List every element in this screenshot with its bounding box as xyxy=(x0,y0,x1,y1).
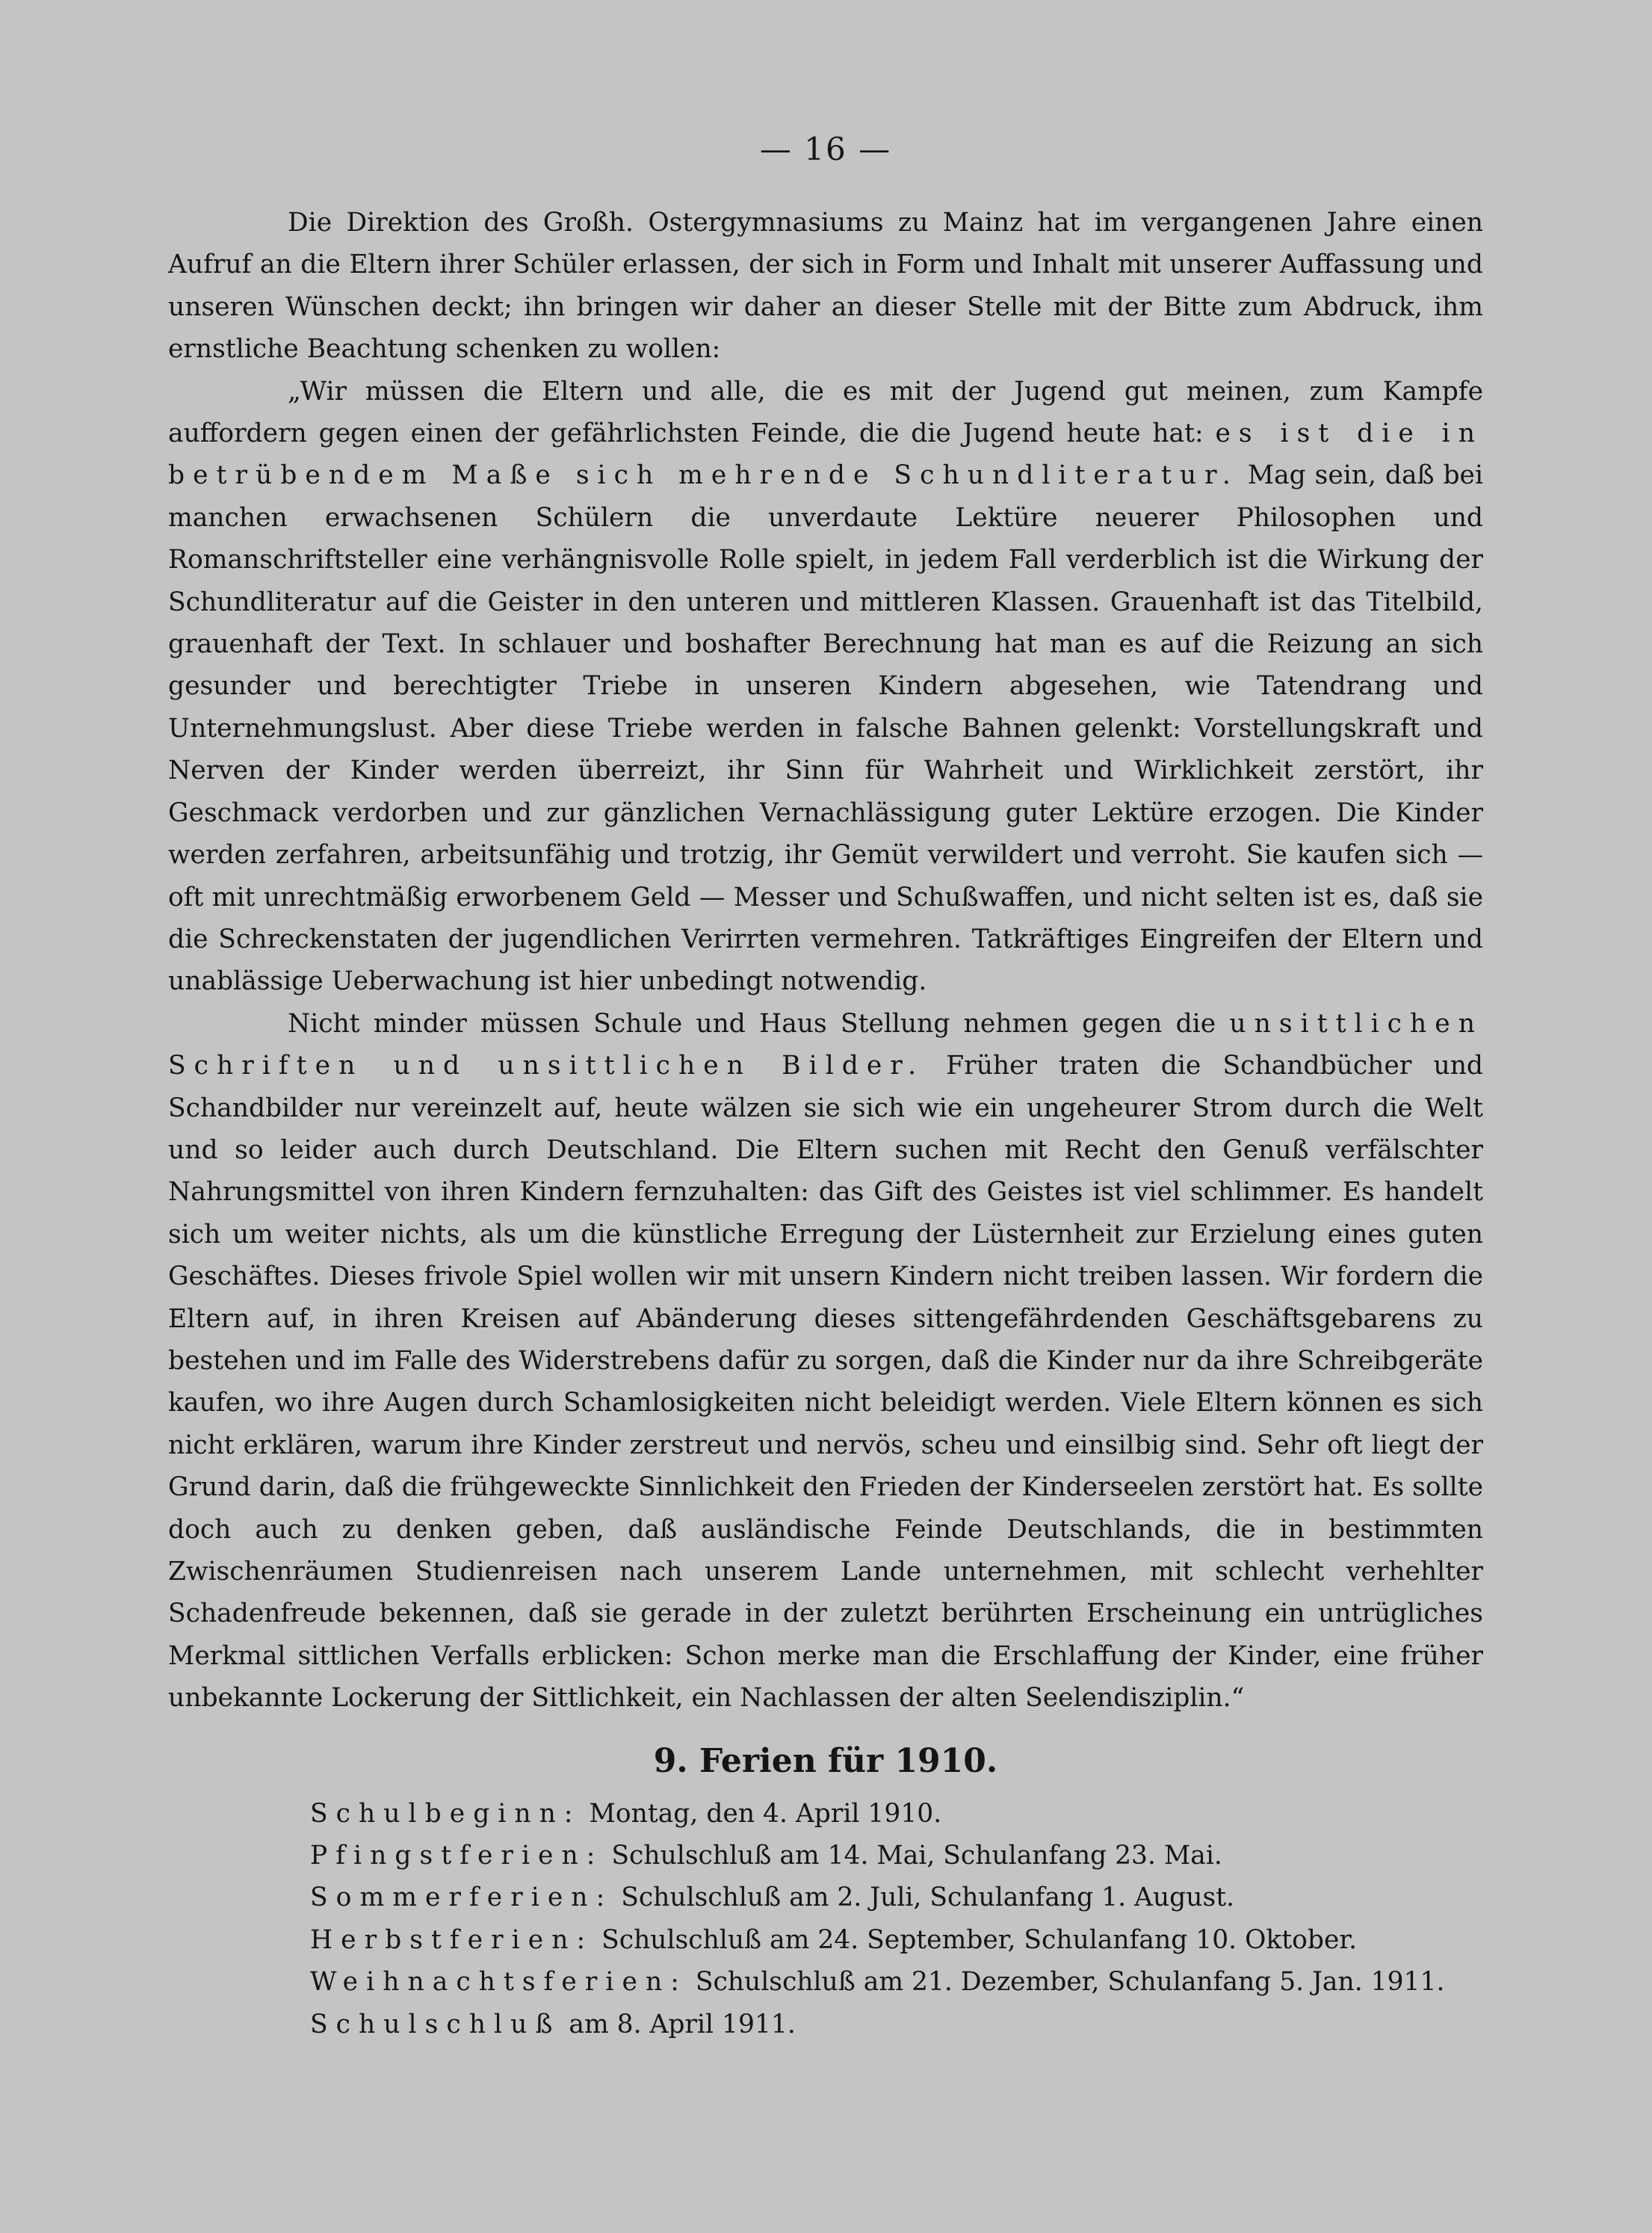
quote-text-2a: Nicht minder müssen Schule und Haus Stellung nehmen gegen die xyxy=(288,1008,1230,1039)
schedule-detail: am 8. April 1911. xyxy=(560,2009,796,2039)
intro-paragraph: Die Direktion des Großh. Ostergymnasiums zu Mainz hat im vergangenen Jahre einen Aufruf an die Eltern ihrer Schüler erlassen, der sich in Form und Inhalt mit unserer Auffassung und unseren Wünschen deckt; ihn bringen wir daher an dieser Stelle mit der Bitte zum Abdruck, ihm ernstliche Beachtung schenken zu wollen: xyxy=(168,208,1483,365)
quote-paragraph-1 xyxy=(168,371,1483,1003)
section-heading: 9. Ferien für 1910. xyxy=(653,1741,998,1780)
text-block xyxy=(168,127,1483,2045)
quote-text-2b: Früher traten die Schandbücher und Schandbilder nur vereinzelt auf, heute wälzen sie sich wie ein ungeheurer Strom durch die Welt und so leider auch durch Deutschland. Die Eltern suchen mit Recht den Genuß verfälschter Nahrungsmittel von ihren Kindern fernzuhalten: das Gift des Geistes ist viel schlimmer. Es handelt sich um weiter nichts, als um die künstliche Erregung der Lüsternheit zur Erzielung eines guten Geschäftes. Dieses frivole Spiel wollen wir mit unsern Kindern nicht treiben lassen. Wir fordern die Eltern auf, in ihren Kreisen auf Abänderung dieses sittengefährdenden Geschäftsgebarens zu bestehen und im Falle des Widerstrebens dafür zu sorgen, daß die Kinder nur da ihre Schreibgeräte kaufen, wo ihre Augen durch Schamlosigkeiten nicht beleidigt werden. Viele Eltern können es sich nicht erklären, warum ihre Kinder zerstreut und nervös, scheu und einsilbig sind. Sehr oft liegt der Grund darin, daß die frühgeweckte Sinnlichkeit den Frieden der Kinderseelen zerstört hat. Es sollte doch auch zu denken geben, daß ausländische Feinde Deutschlands, die in bestimmten Zwischenräumen Studienreisen nach unserem Lande unternehmen, mit schlecht verhehlter Schadenfreude bekennen, daß sie gerade in der zuletzt berührten Erscheinung ein untrügliches Merkmal sittlichen Verfalls erblicken: Schon merke man die Erschlaffung der Kinder, eine früher unbekannte Lockerung der Sittlichkeit, ein Nachlassen der alten Seelendisziplin.“ xyxy=(168,1051,1484,1714)
quote-emphasis-2: unsittlichen Schriften und unsittlichen Bilder. xyxy=(168,1008,1483,1081)
schedule-detail: Schulschluß am 24. September, Schulanfang 10. Oktober. xyxy=(593,1924,1358,1955)
schedule-term: Weihnachtsferien: xyxy=(310,1967,687,1998)
holiday-schedule xyxy=(168,1793,1483,2045)
schedule-detail: Schulschluß am 21. Dezember, Schulanfang 5. Jan. 1911. xyxy=(687,1967,1445,1998)
schedule-line xyxy=(168,1961,1483,2003)
schedule-detail: Schulschluß am 14. Mai, Schulanfang 23. Mai. xyxy=(603,1841,1222,1871)
schedule-term: Herbstferien: xyxy=(310,1924,594,1955)
schedule-term: Schulschluß xyxy=(310,2009,561,2039)
schedule-line xyxy=(168,1919,1483,1961)
schedule-line xyxy=(168,1793,1483,1835)
quote-emphasis-1: es ist die in betrübendem Maße sich mehrende Schundliteratur. xyxy=(168,419,1483,491)
schedule-term: Schulbeginn: xyxy=(310,1798,581,1829)
quote-paragraph-2 xyxy=(168,1003,1483,1720)
quote-text-1a: „Wir müssen die Eltern und alle, die es mit der Jugend gut meinen, zum Kampfe auffordern gegen einen der gefährlichsten Feinde, die die Jugend heute hat: xyxy=(168,376,1483,449)
schedule-line xyxy=(168,1877,1483,1918)
page-number: — 16 — xyxy=(759,131,892,167)
schedule-detail: Montag, den 4. April 1910. xyxy=(581,1798,942,1829)
schedule-term: Pfingstferien: xyxy=(310,1841,604,1871)
quote-text-1b: Mag sein, daß bei manchen erwachsenen Schülern die unverdaute Lektüre neuerer Philosophen und Romanschriftsteller eine verhängnisvolle Rolle spielt, in jedem Fall verderblich ist die Wirkung der Schundliteratur auf die Geister in den unteren und mittleren Klassen. Grauenhaft ist das Titelbild, grauenhaft der Text. In schlauer und boshafter Berechnung hat man es auf die Reizung an sich gesunder und berechtigter Triebe in unseren Kindern abgesehen, wie Tatendrang und Unternehmungslust. Aber diese Triebe werden in falsche Bahnen gelenkt: Vorstellungskraft und Nerven der Kinder werden überreizt, ihr Sinn für Wahrheit und Wirklichkeit zerstört, ihr Geschmack verdorben und zur gänzlichen Vernachlässigung guter Lektüre erzogen. Die Kinder werden zerfahren, arbeitsunfähig und trotzig, ihr Gemüt verwildert und verroht. Sie kaufen sich — oft mit unrechtmäßig erworbenem Geld — Messer und Schußwaffen, und nicht selten ist es, daß sie die Schreckenstaten der jugendlichen Verirrten vermehren. Tatkräftiges Eingreifen der Eltern und unablässige Ueberwachung ist hier unbedingt notwendig. xyxy=(168,460,1483,997)
schedule-line xyxy=(168,2004,1483,2045)
schedule-line xyxy=(168,1835,1483,1877)
schedule-term: Sommerferien: xyxy=(310,1883,613,1913)
schedule-detail: Schulschluß am 2. Juli, Schulanfang 1. August. xyxy=(613,1883,1235,1913)
